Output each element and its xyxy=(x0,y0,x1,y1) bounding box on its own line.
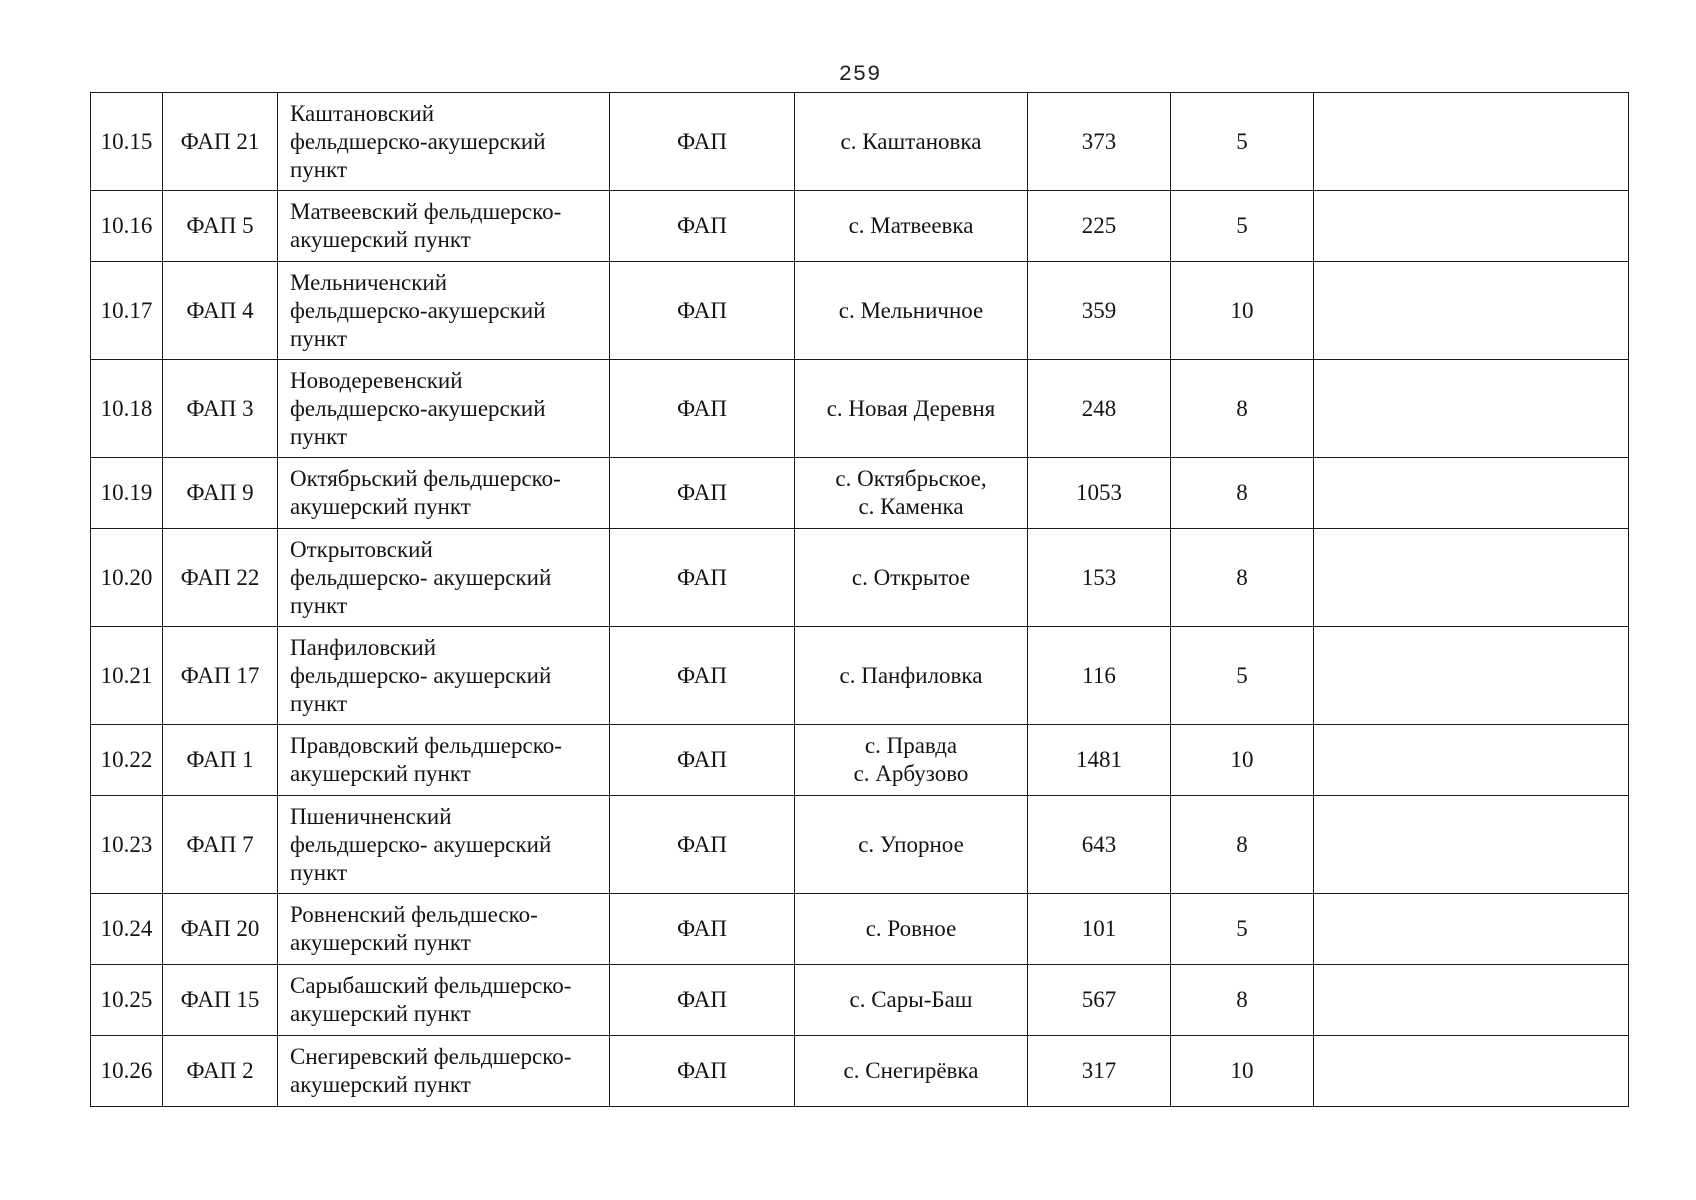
facility-name-line: Панфиловский xyxy=(290,634,437,660)
population-cell: 248 xyxy=(1028,360,1171,458)
note-cell xyxy=(1314,191,1629,262)
locality-line: с. Каштановка xyxy=(840,128,982,154)
distance-cell: 5 xyxy=(1171,93,1314,191)
facility-name-line: пункт xyxy=(290,690,348,716)
facility-name-cell xyxy=(278,93,610,191)
facility-type-cell: ФАП xyxy=(610,965,795,1036)
note-cell xyxy=(1314,725,1629,796)
population-cell: 317 xyxy=(1028,1036,1171,1107)
row-number-cell: 10.20 xyxy=(91,529,163,627)
locality-line: с. Каменка xyxy=(858,494,964,519)
distance-cell: 8 xyxy=(1171,360,1314,458)
note-cell xyxy=(1314,796,1629,894)
note-cell xyxy=(1314,262,1629,360)
facility-name-line: Правдовский фельдшерско- xyxy=(290,733,562,758)
table-row xyxy=(91,796,1629,894)
distance-cell: 8 xyxy=(1171,796,1314,894)
row-number-cell: 10.18 xyxy=(91,360,163,458)
distance-cell: 8 xyxy=(1171,458,1314,529)
facility-code-cell: ФАП 9 xyxy=(163,458,278,529)
page-number: 259 xyxy=(838,62,882,87)
locality-cell xyxy=(795,93,1028,191)
distance-cell: 5 xyxy=(1171,894,1314,965)
facility-name-cell xyxy=(278,796,610,894)
facility-type-cell: ФАП xyxy=(610,93,795,191)
locality-cell xyxy=(795,796,1028,894)
locality-cell xyxy=(795,725,1028,796)
facility-code-cell: ФАП 7 xyxy=(163,796,278,894)
facility-code-cell: ФАП 5 xyxy=(163,191,278,262)
facility-code-cell: ФАП 1 xyxy=(163,725,278,796)
facility-name-cell xyxy=(278,627,610,725)
locality-line: с. Октябрьское, xyxy=(835,466,987,491)
distance-cell: 8 xyxy=(1171,529,1314,627)
row-number-cell: 10.16 xyxy=(91,191,163,262)
table-row xyxy=(91,360,1629,458)
facility-name-line: пункт xyxy=(290,592,348,618)
facility-type-cell: ФАП xyxy=(610,262,795,360)
facility-name-line: пункт xyxy=(290,325,348,351)
facility-name-line: Новодеревенский xyxy=(290,367,463,393)
facility-name-line: пункт xyxy=(290,859,348,885)
population-cell: 373 xyxy=(1028,93,1171,191)
table-row xyxy=(91,93,1629,191)
facility-code-cell: ФАП 4 xyxy=(163,262,278,360)
facility-name-cell xyxy=(278,894,610,965)
locality-cell xyxy=(795,1036,1028,1107)
facility-type-cell: ФАП xyxy=(610,725,795,796)
table-row xyxy=(91,529,1629,627)
facility-name-line: акушерский пункт xyxy=(290,761,471,786)
population-cell: 225 xyxy=(1028,191,1171,262)
row-number-cell: 10.19 xyxy=(91,458,163,529)
population-cell: 359 xyxy=(1028,262,1171,360)
population-cell: 1053 xyxy=(1028,458,1171,529)
facility-name-line: пункт xyxy=(290,423,348,449)
note-cell xyxy=(1314,529,1629,627)
locality-cell xyxy=(795,458,1028,529)
locality-line: с. Правда xyxy=(864,733,958,758)
facility-code-cell: ФАП 21 xyxy=(163,93,278,191)
locality-cell xyxy=(795,965,1028,1036)
facility-code-cell: ФАП 2 xyxy=(163,1036,278,1107)
locality-line: с. Панфиловка xyxy=(839,662,983,688)
population-cell: 1481 xyxy=(1028,725,1171,796)
population-cell: 567 xyxy=(1028,965,1171,1036)
distance-cell: 10 xyxy=(1171,725,1314,796)
locality-cell xyxy=(795,894,1028,965)
facility-name-line: фельдшерско- акушерский xyxy=(290,662,552,688)
facility-name-line: Снегиревский фельдшерско- xyxy=(290,1044,572,1069)
note-cell xyxy=(1314,458,1629,529)
facility-name-line: Пшеничненский xyxy=(290,803,452,829)
facility-name-line: пункт xyxy=(290,156,348,182)
distance-cell: 10 xyxy=(1171,262,1314,360)
facility-name-cell xyxy=(278,725,610,796)
facility-name-line: Каштановский xyxy=(290,100,435,126)
table-row xyxy=(91,262,1629,360)
facility-name-cell xyxy=(278,458,610,529)
note-cell xyxy=(1314,360,1629,458)
facility-name-line: Мельниченский xyxy=(290,269,448,295)
table-row xyxy=(91,894,1629,965)
facility-name-cell xyxy=(278,965,610,1036)
table-row xyxy=(91,1036,1629,1107)
locality-line: с. Сары-Баш xyxy=(849,987,973,1012)
locality-line: с. Новая Деревня xyxy=(826,395,996,421)
facility-name-line: Сарыбашский фельдшерско- xyxy=(290,973,572,998)
population-cell: 153 xyxy=(1028,529,1171,627)
table-row xyxy=(91,458,1629,529)
population-cell: 116 xyxy=(1028,627,1171,725)
table-body xyxy=(91,93,1629,1107)
note-cell xyxy=(1314,627,1629,725)
note-cell xyxy=(1314,93,1629,191)
registry-table xyxy=(90,92,1629,1107)
facility-type-cell: ФАП xyxy=(610,191,795,262)
population-cell: 643 xyxy=(1028,796,1171,894)
facility-name-line: акушерский пункт xyxy=(290,494,471,519)
note-cell xyxy=(1314,965,1629,1036)
facility-name-line: фельдшерско- акушерский xyxy=(290,564,552,590)
facility-name-line: фельдшерско-акушерский xyxy=(290,297,546,323)
row-number-cell: 10.23 xyxy=(91,796,163,894)
facility-name-line: фельдшерско-акушерский xyxy=(290,128,546,154)
facility-name-cell xyxy=(278,360,610,458)
note-cell xyxy=(1314,894,1629,965)
locality-line: с. Арбузово xyxy=(853,761,969,786)
facility-name-line: Ровненский фельдшеско- xyxy=(290,902,538,927)
facility-code-cell: ФАП 20 xyxy=(163,894,278,965)
facility-name-line: Октябрьский фельдшерско- xyxy=(290,466,561,491)
row-number-cell: 10.15 xyxy=(91,93,163,191)
facility-type-cell: ФАП xyxy=(610,796,795,894)
facility-name-line: акушерский пункт xyxy=(290,227,471,252)
locality-line: с. Упорное xyxy=(858,831,964,857)
facility-name-cell xyxy=(278,1036,610,1107)
facility-type-cell: ФАП xyxy=(610,458,795,529)
distance-cell: 8 xyxy=(1171,965,1314,1036)
locality-line: с. Снегирёвка xyxy=(843,1058,979,1083)
table-row xyxy=(91,627,1629,725)
locality-cell xyxy=(795,191,1028,262)
facility-name-line: Матвеевский фельдшерско- xyxy=(290,199,562,224)
note-cell xyxy=(1314,1036,1629,1107)
facility-type-cell: ФАП xyxy=(610,627,795,725)
facility-name-line: фельдшерско- акушерский xyxy=(290,831,552,857)
locality-cell xyxy=(795,360,1028,458)
facility-type-cell: ФАП xyxy=(610,529,795,627)
facility-type-cell: ФАП xyxy=(610,1036,795,1107)
table-row xyxy=(91,725,1629,796)
row-number-cell: 10.25 xyxy=(91,965,163,1036)
facility-name-cell xyxy=(278,262,610,360)
facility-name-cell xyxy=(278,191,610,262)
row-number-cell: 10.24 xyxy=(91,894,163,965)
locality-line: с. Мельничное xyxy=(838,297,984,323)
locality-line: с. Открытое xyxy=(851,564,971,590)
facility-code-cell: ФАП 17 xyxy=(163,627,278,725)
distance-cell: 10 xyxy=(1171,1036,1314,1107)
distance-cell: 5 xyxy=(1171,191,1314,262)
facility-name-cell xyxy=(278,529,610,627)
locality-cell xyxy=(795,529,1028,627)
facility-code-cell: ФАП 22 xyxy=(163,529,278,627)
facility-code-cell: ФАП 3 xyxy=(163,360,278,458)
facility-type-cell: ФАП xyxy=(610,894,795,965)
row-number-cell: 10.26 xyxy=(91,1036,163,1107)
facility-name-line: акушерский пункт xyxy=(290,1001,471,1026)
facility-code-cell: ФАП 15 xyxy=(163,965,278,1036)
locality-cell xyxy=(795,262,1028,360)
row-number-cell: 10.21 xyxy=(91,627,163,725)
facility-name-line: Открытовский xyxy=(290,536,433,562)
facility-type-cell: ФАП xyxy=(610,360,795,458)
row-number-cell: 10.22 xyxy=(91,725,163,796)
facility-name-line: акушерский пункт xyxy=(290,1072,471,1097)
table-row xyxy=(91,965,1629,1036)
distance-cell: 5 xyxy=(1171,627,1314,725)
locality-cell xyxy=(795,627,1028,725)
population-cell: 101 xyxy=(1028,894,1171,965)
locality-line: с. Матвеевка xyxy=(848,213,974,238)
facility-name-line: фельдшерско-акушерский xyxy=(290,395,546,421)
row-number-cell: 10.17 xyxy=(91,262,163,360)
table-row xyxy=(91,191,1629,262)
facility-name-line: акушерский пункт xyxy=(290,930,471,955)
locality-line: с. Ровное xyxy=(865,916,957,941)
